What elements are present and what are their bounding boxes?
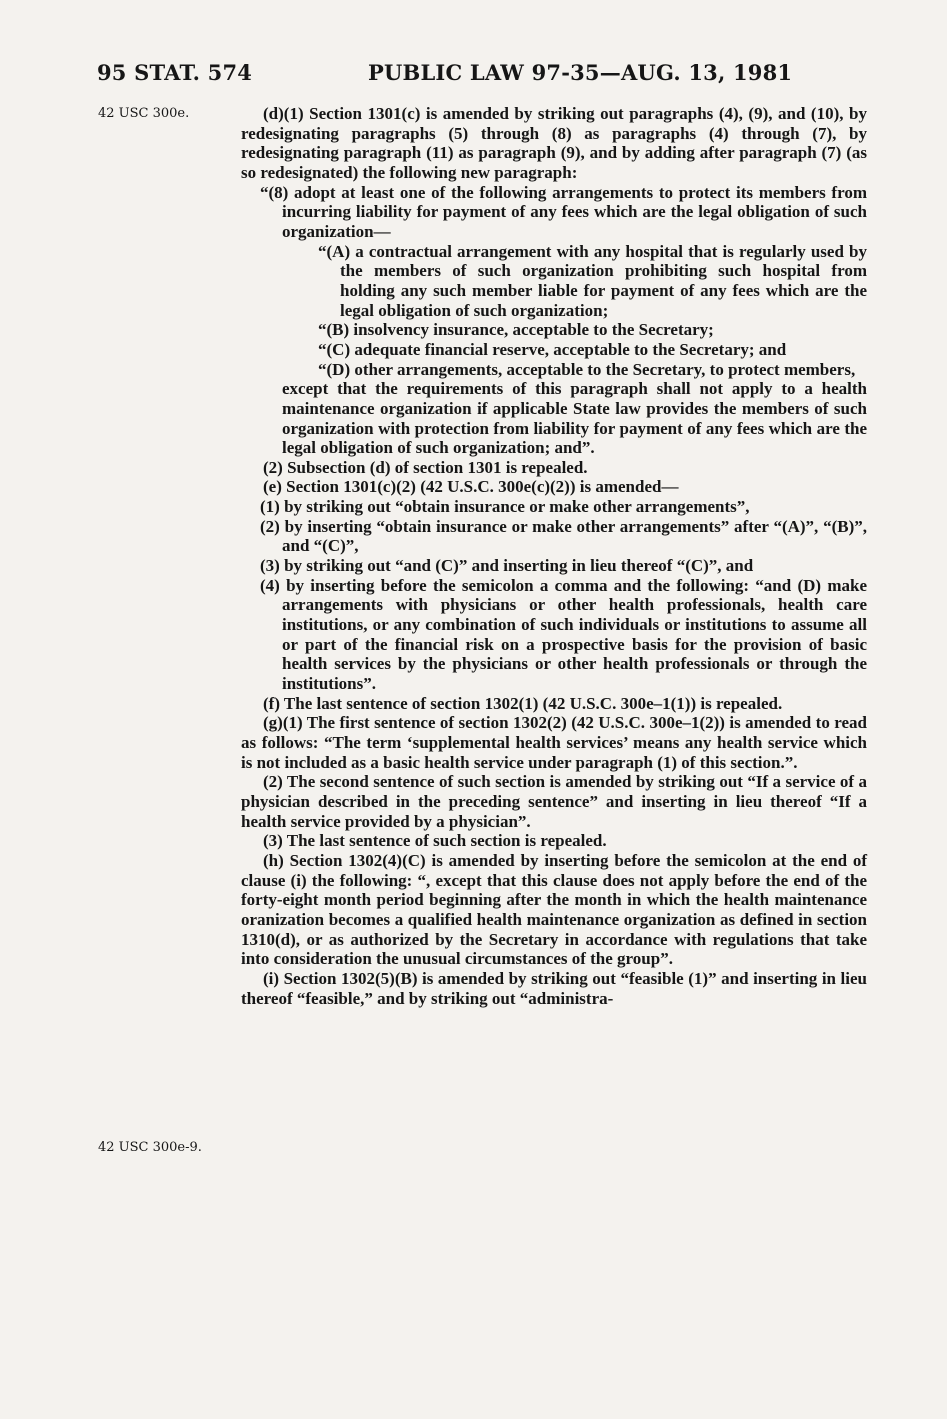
paragraph-g3: (3) The last sentence of such section is repealed. xyxy=(263,831,607,851)
quoted-exception: except that the requirements of this paragraph shall not apply to a health maintenance organization if applicable State law provides the members of such organization with protection from liability for payment of any fees which are the legal obligation of such organization; and”. xyxy=(282,379,867,458)
quoted-subparagraph-a: “(A) a contractual arrangement with any hospital that is regularly used by the members of such organization prohibiting such hospital from holding any such member liable for payment of any fees which are the legal obligation of such organization; xyxy=(318,241,867,320)
statute-body xyxy=(241,104,867,1008)
paragraph-h: (h) Section 1302(4)(C) is amended by inserting before the semicolon at the end of clause (i) the following: “, except that this clause does not apply before the end of the forty-eight month period beginning after the month in which the health maintenance oranization becomes a qualified health maintenance organization as defined in section 1310(d), or as authorized by the Secretary in accordance with regulations that take into consideration the unusual circumstances of the group”. xyxy=(241,850,867,969)
quoted-subparagraph-b: “(B) insolvency insurance, acceptable to the Secretary; xyxy=(318,320,714,340)
clause-e2: (2) by inserting “obtain insurance or make other arrangements” after “(A)”, “(B)”, and “(C)”, xyxy=(260,516,867,556)
paragraph-f: (f) The last sentence of section 1302(1) (42 U.S.C. 300e–1(1)) is repealed. xyxy=(263,693,783,713)
margin-note-42-usc-300e-9: 42 USC 300e-9. xyxy=(98,1140,202,1155)
clause-e1: (1) by striking out “obtain insurance or make other arrangements”, xyxy=(260,497,750,517)
quoted-paragraph-8: “(8) adopt at least one of the following arrangements to protect its members from incurring liability for payment of any fees which are the legal obligation of such organization— xyxy=(260,182,867,241)
paragraph-d2: (2) Subsection (d) of section 1301 is repealed. xyxy=(263,457,588,477)
paragraph-d1: (d)(1) Section 1301(c) is amended by striking out paragraphs (4), (9), and (10), by redesignating paragraphs (5) through (8) as paragraphs (4) through (7), by redesignating paragraph (11) as paragraph (9), and by adding after paragraph (7) (as so redesignated) the following new paragraph: xyxy=(241,104,867,182)
quoted-subparagraph-d: “(D) other arrangements, acceptable to the Secretary, to protect members, xyxy=(318,359,856,379)
clause-e3: (3) by striking out “and (C)” and inserting in lieu thereof “(C)”, and xyxy=(260,556,754,576)
page-title: PUBLIC LAW 97-35—AUG. 13, 1981 xyxy=(368,60,793,85)
paragraph-e: (e) Section 1301(c)(2) (42 U.S.C. 300e(c)(2)) is amended— xyxy=(263,477,679,497)
statute-page-number: 95 STAT. 574 xyxy=(97,60,253,85)
margin-note-42-usc-300e: 42 USC 300e. xyxy=(98,106,190,121)
paragraph-g2: (2) The second sentence of such section is amended by striking out “If a service of a physician described in the preceding sentence” and inserting in lieu thereof “If a health service provided by a physician”. xyxy=(241,772,867,831)
quoted-subparagraph-c: “(C) adequate financial reserve, acceptable to the Secretary; and xyxy=(318,339,787,359)
paragraph-g1: (g)(1) The first sentence of section 1302(2) (42 U.S.C. 300e–1(2)) is amended to read as follows: “The term ‘supplemental health services’ means any health service which is not included as a basic health service under paragraph (1) of this section.”. xyxy=(241,713,867,772)
paragraph-i: (i) Section 1302(5)(B) is amended by striking out “feasible (1)” and inserting in lieu thereof “feasible,” and by striking out “administra- xyxy=(241,968,867,1008)
clause-e4: (4) by inserting before the semicolon a comma and the following: “and (D) make arrangements with physicians or other health professionals, health care institutions, or any combination of such individuals or institutions to assume all or part of the financial risk on a prospective basis for the provision of basic health services by the physicians or other health professionals or through the institutions”. xyxy=(260,575,867,694)
